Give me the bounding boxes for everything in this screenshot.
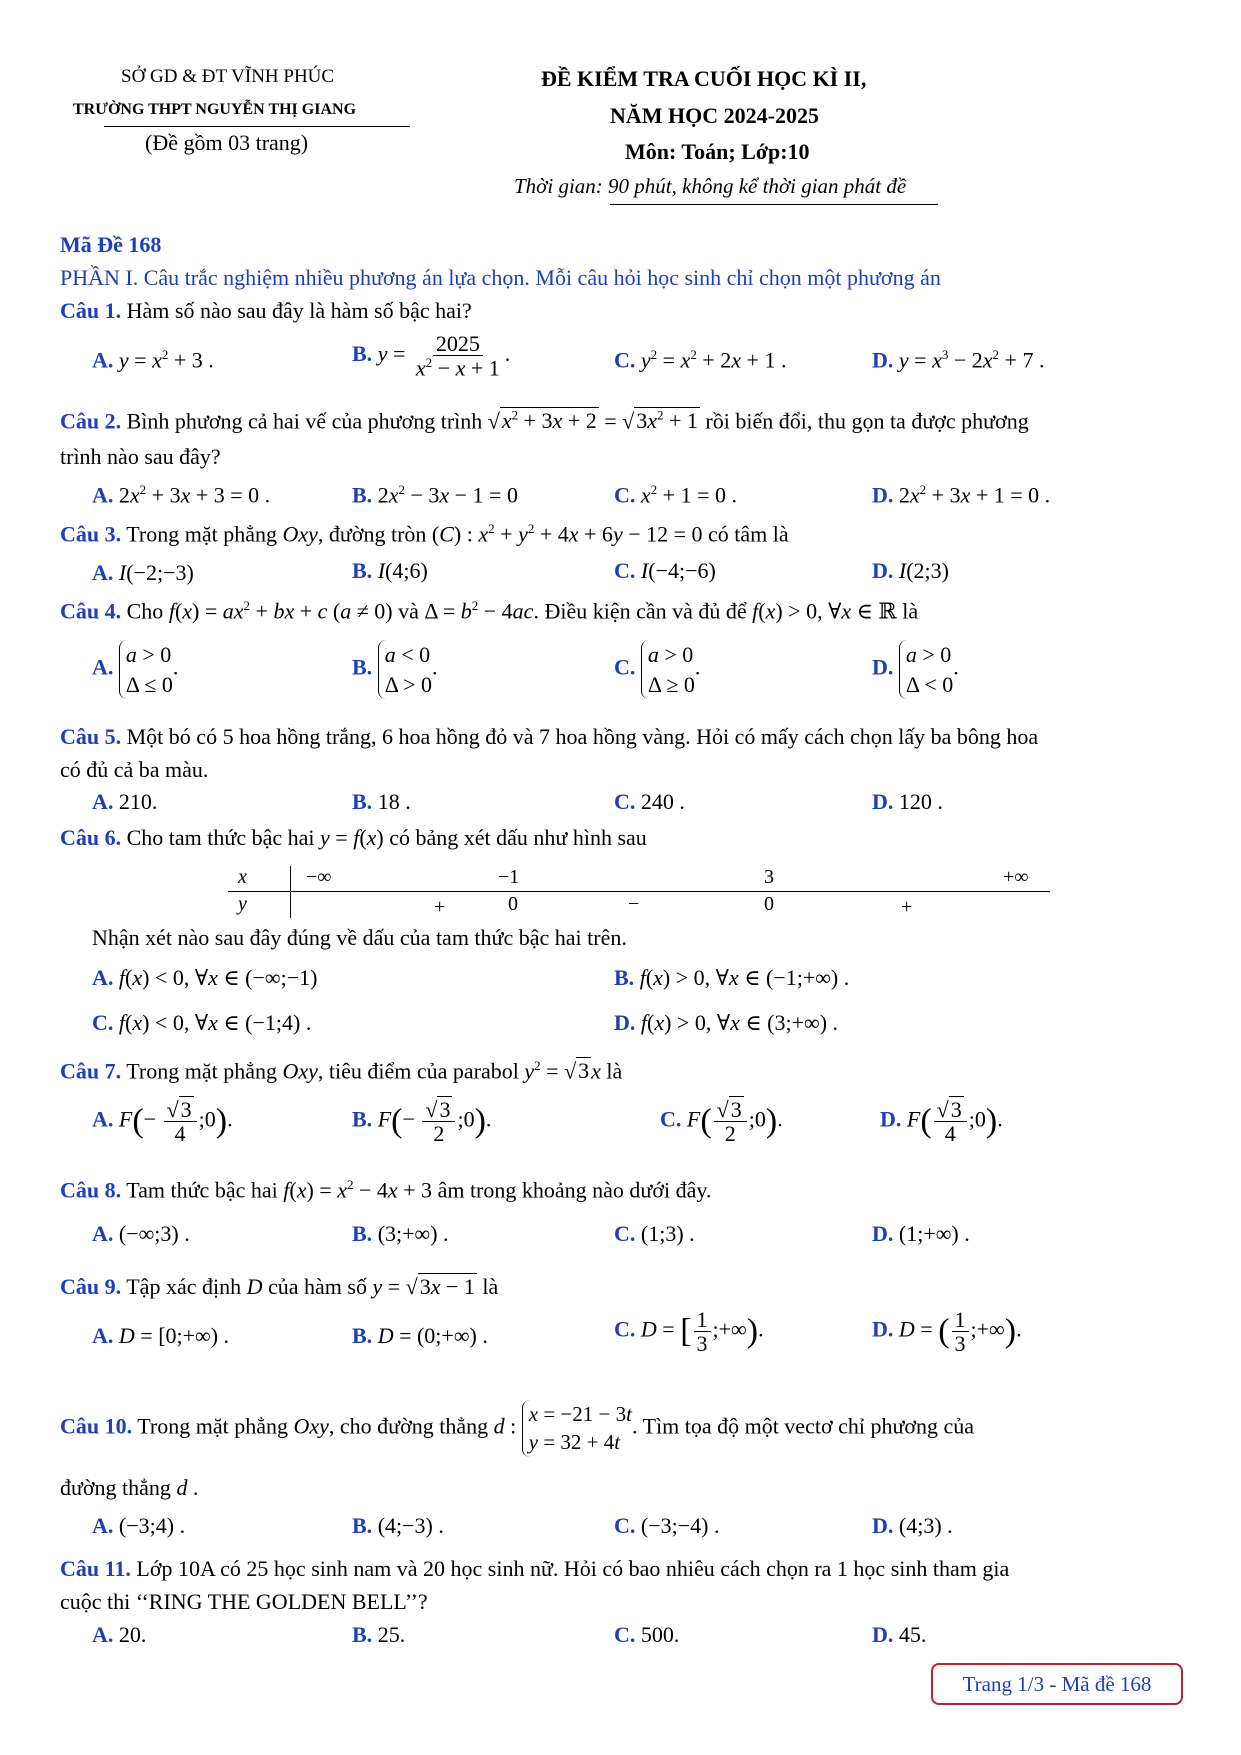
sign-table-sign-2: − <box>628 893 640 915</box>
q3-option-b[interactable]: B. I(4;6) <box>352 558 428 583</box>
question-11: Câu 11. Lớp 10A có 25 học sinh nam và 20 học sinh nữ. Hỏi có bao nhiêu cách chọn ra 1 học sinh tham gia <box>60 1556 1010 1581</box>
sign-table-sign-3: + <box>901 896 913 918</box>
q10-option-b[interactable]: B. (4;−3) . <box>352 1513 444 1538</box>
question-1 <box>60 298 472 324</box>
sign-table-x-pos-inf: +∞ <box>1003 866 1029 888</box>
sign-table-y-label: y <box>238 893 247 915</box>
q1-option-d[interactable]: D. $y = x^3 - 2x^2 + 7$ . <box>872 347 1045 373</box>
q11-option-c[interactable]: C. 500. <box>614 1622 680 1647</box>
q6-option-b[interactable]: B. f(x) > 0, ∀x ∈ (−1;+∞) . <box>614 965 850 990</box>
sign-table-zero-1: 0 <box>508 893 518 915</box>
sign-table <box>228 866 1050 918</box>
q7-option-b[interactable]: B. F(− $\frac{√3}{2}$ ;0). <box>352 1097 492 1147</box>
q3-option-a[interactable]: A. I(−2;−3) <box>92 560 194 585</box>
q7-option-c[interactable]: C. F( $\frac{√3}{2}$ ;0). <box>660 1097 783 1147</box>
q5-option-a[interactable]: A. 210. <box>92 789 158 814</box>
subject-line: Môn: Toán; Lớp:10 <box>625 139 810 164</box>
question-2-cont: trình nào sau đây? <box>60 444 221 469</box>
question-8: Câu 8. Tam thức bậc hai $f(x) = x^2 - 4x + 3$ âm trong khoảng nào dưới đây. <box>60 1177 712 1203</box>
question-text: Hàm số nào sau đây là hàm số bậc hai? <box>126 298 472 323</box>
page-footer-text: Trang 1/3 - Mã đề 168 <box>962 1671 1152 1696</box>
time-underline <box>610 204 938 205</box>
q5-option-c[interactable]: C. 240 . <box>614 789 685 814</box>
q4-option-a[interactable]: A. a > 0 Δ ≤ 0 . <box>92 640 178 699</box>
sign-table-x-label: x <box>238 866 247 888</box>
question-11-cont: cuộc thi ‘‘RING THE GOLDEN BELL’’? <box>60 1589 428 1614</box>
q2-option-b[interactable]: B. $2x^2 - 3x - 1 = 0$ <box>352 482 518 508</box>
q8-option-c[interactable]: C. (1;3) . <box>614 1221 695 1246</box>
question-4: Câu 4. Cho $f(x) = ax^2$ + bx + c (a ≠ 0) và $\Delta = b^2 - 4ac$. Điều kiện cần và đủ để f(x) > 0, ∀x ∈ ℝ là <box>60 598 919 624</box>
question-6: Câu 6. Cho tam thức bậc hai y = f(x) có bảng xét dấu như hình sau <box>60 825 647 850</box>
q6-option-a[interactable]: A. f(x) < 0, ∀x ∈ (−∞;−1) <box>92 965 318 990</box>
sign-table-zero-2: 0 <box>764 893 774 915</box>
q4-option-c[interactable]: C. a > 0 Δ ≥ 0 . <box>614 640 700 699</box>
exam-title-line1: ĐỀ KIỂM TRA CUỐI HỌC KÌ II, <box>541 66 867 91</box>
question-10-cont: đường thẳng d . <box>60 1475 199 1500</box>
q3-option-d[interactable]: D. I(2;3) <box>872 558 949 583</box>
q1-option-b[interactable]: B. y = $\frac{2025}{x^2 - x + 1}$ . <box>352 331 511 381</box>
q11-option-d[interactable]: D. 45. <box>872 1622 927 1647</box>
question-9: Câu 9. Tập xác định D của hàm số y = √3x − 1 là <box>60 1274 499 1299</box>
sign-table-x-neg-inf: −∞ <box>306 866 332 888</box>
q8-option-a[interactable]: A. (−∞;3) . <box>92 1221 190 1246</box>
q9-option-b[interactable]: B. D = (0;+∞) . <box>352 1323 488 1348</box>
q11-option-b[interactable]: B. 25. <box>352 1622 406 1647</box>
page-footer <box>931 1663 1183 1705</box>
q9-option-d[interactable]: D. D = ( $\frac{1}{3}$ ;+∞). <box>872 1307 1022 1357</box>
q5-option-d[interactable]: D. 120 . <box>872 789 943 814</box>
q11-option-a[interactable]: A. 20. <box>92 1622 147 1647</box>
school-underline <box>104 126 410 127</box>
school-name: TRƯỜNG THPT NGUYỄN THỊ GIANG <box>73 101 357 118</box>
question-5: Câu 5. Một bó có 5 hoa hồng trắng, 6 hoa hồng đỏ và 7 hoa hồng vàng. Hỏi có mấy cách chọn lấy ba bông hoa <box>60 724 1039 749</box>
q8-option-b[interactable]: B. (3;+∞) . <box>352 1221 449 1246</box>
q2-option-c[interactable]: C. $x^2 + 1 = 0$ . <box>614 482 737 508</box>
question-10: Câu 10. Trong mặt phẳng Oxy, cho đường thẳng d : x = −21 − 3t y = 32 + 4t . Tìm tọa độ một vectơ chỉ phương của <box>60 1400 974 1457</box>
q7-option-d[interactable]: D. F( $\frac{√3}{4}$ ;0). <box>880 1097 1003 1147</box>
q10-option-c[interactable]: C. (−3;−4) . <box>614 1513 720 1538</box>
time-note: Thời gian: 90 phút, không kể thời gian phát đề <box>514 174 907 198</box>
q10-option-a[interactable]: A. (−3;4) . <box>92 1513 186 1538</box>
question-3: Câu 3. Trong mặt phẳng Oxy, đường tròn (C) : $x^2 + y^2 + 4x + 6y - 12 = 0$ có tâm là <box>60 521 789 547</box>
q2-option-a[interactable]: A. $2x^2 + 3x + 3 = 0$ . <box>92 482 271 508</box>
sign-table-x-root2: 3 <box>764 866 774 888</box>
q1-option-a[interactable]: A. $y = x^2 + 3$ . <box>92 347 214 373</box>
q7-option-a[interactable]: A. F(− $\frac{√3}{4}$ ;0). <box>92 1097 233 1147</box>
q9-option-a[interactable]: A. D = [0;+∞) . <box>92 1323 230 1348</box>
q6-option-c[interactable]: C. f(x) < 0, ∀x ∈ (−1;4) . <box>92 1010 312 1035</box>
q5-option-b[interactable]: B. 18 . <box>352 789 411 814</box>
sign-table-x-root1: −1 <box>498 866 520 888</box>
question-7: Câu 7. Trong mặt phẳng Oxy, tiêu điểm của parabol $y^2 = √3x$ là <box>60 1058 623 1084</box>
q10-option-d[interactable]: D. (4;3) . <box>872 1513 953 1538</box>
question-5-cont: có đủ cả ba màu. <box>60 757 209 782</box>
question-6-prompt: Nhận xét nào sau đây đúng về dấu của tam thức bậc hai trên. <box>92 925 627 950</box>
q4-option-d[interactable]: D. a > 0 Δ < 0 . <box>872 640 959 699</box>
q1-option-c[interactable]: C. $y^2 = x^2 + 2x + 1$ . <box>614 347 787 373</box>
q6-option-d[interactable]: D. f(x) > 0, ∀x ∈ (3;+∞) . <box>614 1010 839 1035</box>
question-2: Câu 2. Bình phương cả hai vế của phương trình $√x^2 + 3x + 2 = √3x^2 + 1$ rồi biến đổi, thu gọn ta được phương <box>60 408 1029 434</box>
department-name: SỞ GD & ĐT VĨNH PHÚC <box>121 66 335 87</box>
q2-option-d[interactable]: D. $2x^2 + 3x + 1 = 0$ . <box>872 482 1051 508</box>
exam-title-line2: NĂM HỌC 2024-2025 <box>610 103 819 128</box>
part-heading: PHẦN I. Câu trắc nghiệm nhiều phương án lựa chọn. Mỗi câu hỏi học sinh chỉ chọn một phương án <box>60 265 941 290</box>
q4-option-b[interactable]: B. a < 0 Δ > 0 . <box>352 640 438 699</box>
q3-option-c[interactable]: C. I(−4;−6) <box>614 558 716 583</box>
sign-table-sign-1: + <box>434 896 446 918</box>
q8-option-d[interactable]: D. (1;+∞) . <box>872 1221 970 1246</box>
q9-option-c[interactable]: C. D = [ $\frac{1}{3}$ ;+∞). <box>614 1307 764 1357</box>
question-label: Câu 1. <box>60 298 122 323</box>
pages-note: (Đề gồm 03 trang) <box>145 130 309 155</box>
exam-code: Mã Đề 168 <box>60 232 162 257</box>
